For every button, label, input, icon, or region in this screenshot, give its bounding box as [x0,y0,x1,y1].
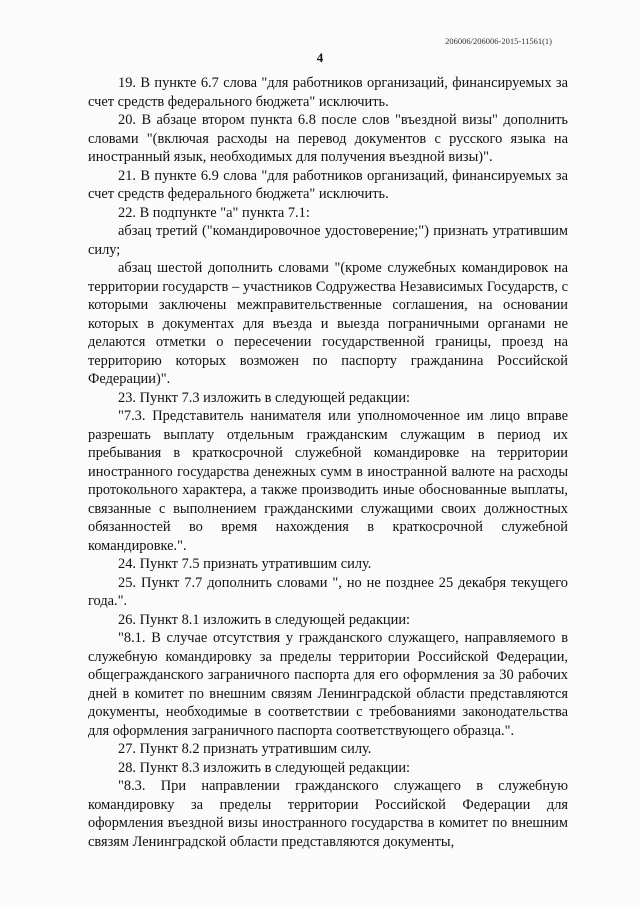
document-body [88,74,568,851]
paragraph-28: 28. Пункт 8.3 изложить в следующей редакции: [118,759,411,776]
paragraph-22-abzac-3: абзац третий ("командировочное удостоверение;") признать утратившим силу; [88,223,568,258]
paragraph-8-1-text: "8.1. В случае отсутствия у гражданского служащего, направляемого в служебную командировку за пределы территории Российской Федерации, общегражданского заграничного паспорта для его оформления за 30 рабочих дней в комитет по внешним связям Ленинградской области представляются документы, необходимые в соответствии с требованиями законодательства для оформления заграничного паспорта соответствующего образца.". [88,630,568,739]
paragraph-22: 22. В подпункте "а" пункта 7.1: [118,204,310,221]
paragraph-24: 24. Пункт 7.5 признать утратившим силу. [118,556,372,572]
paragraph-23: 23. Пункт 7.3 изложить в следующей редакции: [118,389,411,406]
paragraph-21: 21. В пункте 6.9 слова "для работников организаций, финансируемых за счет средств федерального бюджета" исключить. [88,167,568,202]
paragraph-27: 27. Пункт 8.2 признать утратившим силу. [118,741,372,757]
paragraph-8-3-text: "8.3. При направлении гражданского служащего в служебную командировку за пределы территории Российской Федерации для оформления въездной визы иностранного государства в комитет по внешним связям Ленинградской области представляются документы, [88,778,568,850]
paragraph-26: 26. Пункт 8.1 изложить в следующей редакции: [118,611,411,628]
paragraph-25: 25. Пункт 7.7 дополнить словами ", но не позднее 25 декабря текущего года.". [88,574,568,609]
page-number: 4 [316,50,324,65]
document-id: 206006/206006-2015-11561(1) [445,36,552,46]
paragraph-22-abzac-6: абзац шестой дополнить словами "(кроме служебных командировок на территории государств – участников Содружества Независимых Государств, с которыми заключены межправительственные соглашения, на основании которых в документах для въезда и выезда пограничными органами не делаются отметки о пересечении государственной границы, проезд на территорию которых возможен по паспорту гражданина Российской Федерации)". [88,260,568,387]
paragraph-7-3-text: "7.3. Представитель нанимателя или уполномоченное им лицо вправе разрешать выплату отдельным гражданским служащим в период их пребывания в краткосрочной служебной командировке на территории иностранного государства денежных сумм в иностранной валюте на расходы протокольного характера, а также производить иные обоснованные выплаты, связанные с выполнением гражданскими служащими своих должностных обязанностей во время нахождения в краткосрочной служебной командировке.". [88,408,568,554]
paragraph-20: 20. В абзаце втором пункта 6.8 после слов "въездной визы" дополнить словами "(включая расходы на перевод документов с русского языка на иностранный язык, необходимых для получения въездной визы)". [88,112,568,165]
paragraph-19: 19. В пункте 6.7 слова "для работников организаций, финансируемых за счет средств федерального бюджета" исключить. [88,75,568,110]
